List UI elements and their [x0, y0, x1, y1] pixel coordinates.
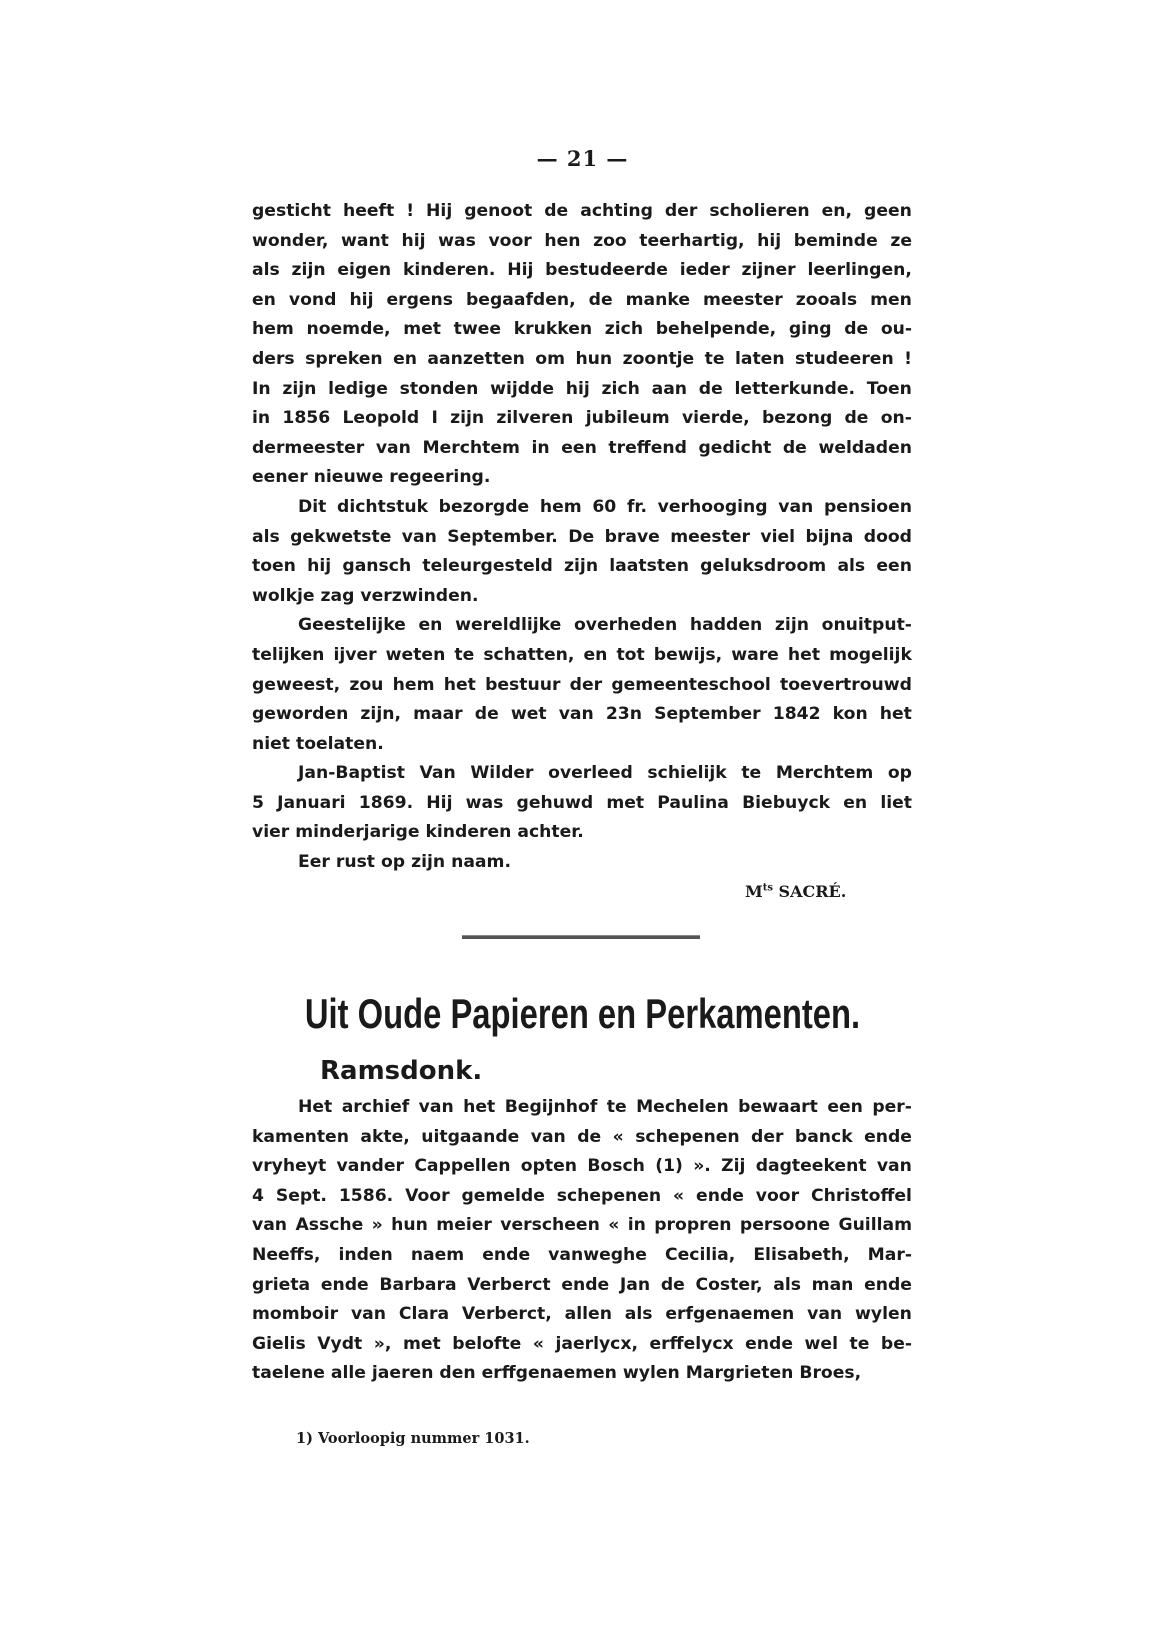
text-line: vier minderjarige kinderen achter. — [252, 822, 584, 843]
text-line: Neeffs, inden naem ende vanweghe Cecilia, Elisabeth, Mar- — [252, 1244, 912, 1265]
text-line: 5 Januari 1869. Hij was gehuwd met Paulina Biebuyck en liet — [252, 792, 912, 813]
text-line: vryheyt vander Cappellen opten Bosch (1) ». Zij dagteekent van — [252, 1156, 912, 1177]
text-line: In zijn ledige stonden wijdde hij zich aan de letterkunde. Toen — [252, 378, 912, 399]
body-text-top — [252, 197, 912, 878]
text-line: wonder, want hij was voor hen zoo teerhartig, hij beminde ze — [252, 230, 912, 251]
section-title: Uit Oude Papieren en Perkamenten. — [304, 990, 861, 1037]
text-line: gesticht heeft ! Hij genoot de achting der scholieren en, geen — [252, 201, 912, 221]
text-line: taelene alle jaeren den erffgenaemen wylen Margrieten Broes, — [252, 1363, 862, 1384]
text-line: grieta ende Barbara Verberct ende Jan de Coster, als man ende — [252, 1274, 912, 1295]
text-line: telijken ijver weten te schatten, en tot bewijs, ware het mogelijk — [252, 644, 912, 665]
text-line: wolkje zag verzwinden. — [252, 585, 479, 606]
text-line: Gielis Vydt », met belofte « jaerlycx, erffelycx ende wel te be- — [252, 1333, 912, 1354]
text-line: eener nieuwe regeering. — [252, 467, 491, 488]
text-line: Geestelijke en wereldlijke overheden hadden zijn onuitput- — [298, 615, 912, 636]
text-line: geworden zijn, maar de wet van 23n September 1842 kon het — [252, 704, 912, 725]
signature-name: SACRÉ. — [778, 882, 847, 901]
text-line: als gekwetste van September. De brave meester viel bijna dood — [252, 526, 912, 547]
text-line: hem noemde, met twee krukken zich behelpende, ging de ou- — [252, 319, 912, 340]
subsection-title: Ramsdonk. — [320, 1056, 483, 1086]
text-line: en vond hij ergens begaafden, de manke meester zooals men — [252, 289, 912, 310]
text-line: geweest, zou hem het bestuur der gemeenteschool toevertrouwd — [252, 674, 912, 695]
text-line: 4 Sept. 1586. Voor gemelde schepenen « ende voor Christoffel — [252, 1185, 912, 1206]
text-line: Het archief van het Begijnhof te Mechelen bewaart een per- — [298, 1097, 912, 1117]
text-line: Jan-Baptist Van Wilder overleed schielijk te Merchtem op — [298, 763, 912, 784]
text-line: dermeester van Merchtem in een treffend gedicht de weldaden — [252, 437, 912, 458]
section-divider — [462, 935, 700, 939]
signature-superscript: ts — [762, 882, 773, 894]
text-line: Eer rust op zijn naam. — [298, 852, 511, 873]
text-line: Dit dichtstuk bezorgde hem 60 fr. verhooging van pensioen — [298, 496, 912, 517]
page-number: — 21 — — [536, 146, 629, 171]
text-line: in 1856 Leopold I zijn zilveren jubileum vierde, bezong de on- — [252, 408, 912, 429]
text-line: momboir van Clara Verberct, allen als erfgenaemen van wylen — [252, 1304, 912, 1325]
footnote: 1) Voorloopig nummer 1031. — [296, 1430, 530, 1447]
text-line: ders spreken en aanzetten om hun zoontje te laten studeeren ! — [252, 348, 912, 369]
body-text-bottom — [252, 1093, 912, 1389]
text-line: van Assche » hun meier verscheen « in propren persoone Guillam — [252, 1215, 912, 1236]
author-signature — [745, 882, 846, 901]
signature-prefix: M — [745, 882, 763, 901]
text-line: niet toelaten. — [252, 733, 384, 754]
text-line: kamenten akte, uitgaande van de « schepenen der banck ende — [252, 1126, 912, 1147]
text-line: als zijn eigen kinderen. Hij bestudeerde ieder zijner leerlingen, — [252, 260, 912, 281]
text-line: toen hij gansch teleurgesteld zijn laatsten geluksdroom als een — [252, 556, 912, 577]
